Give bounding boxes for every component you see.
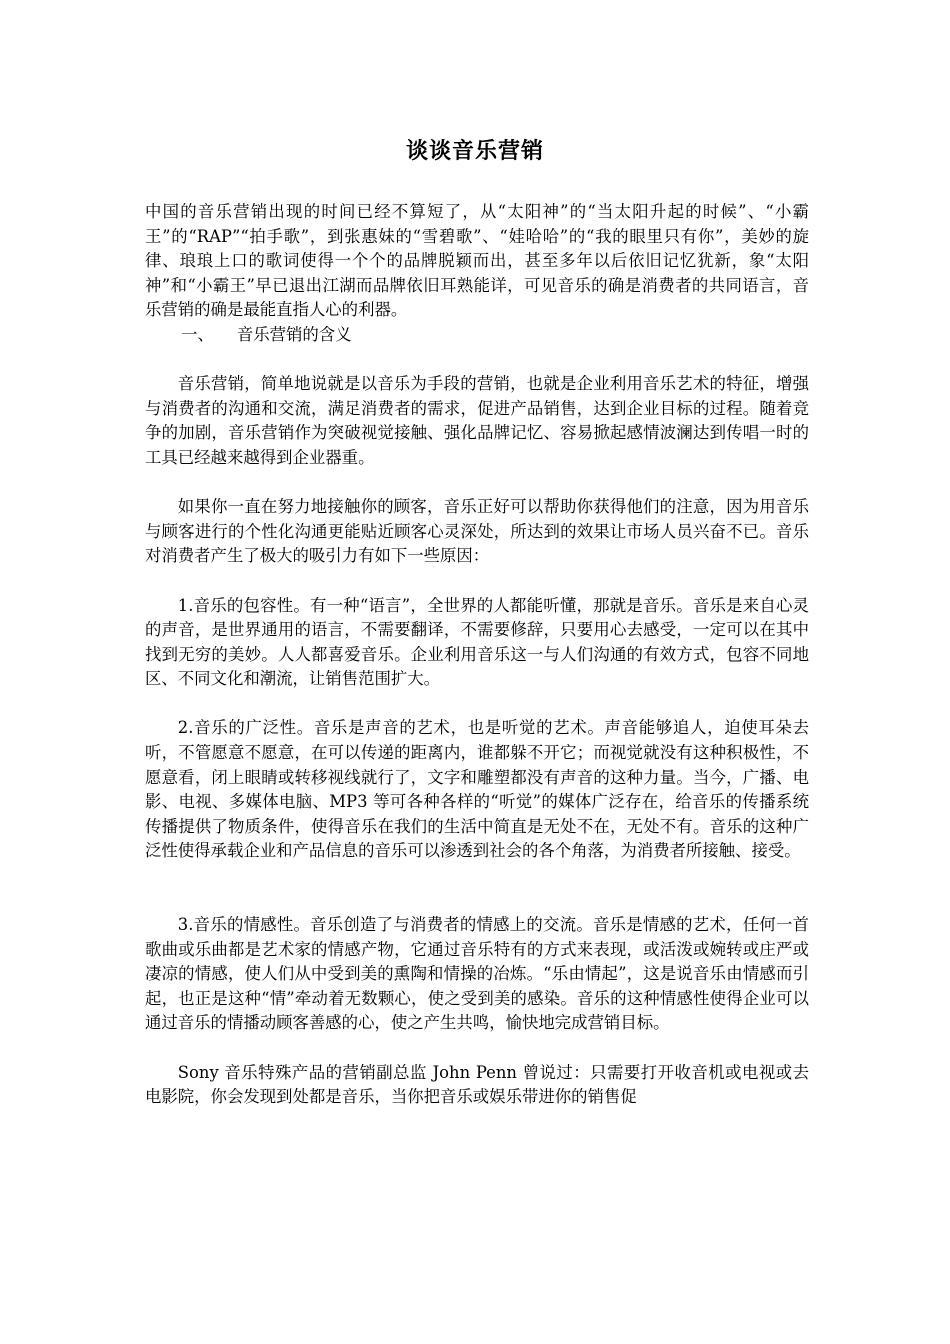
- section-title: 音乐营销的含义: [236, 324, 352, 344]
- point-emotion: 3.音乐的情感性。音乐创造了与消费者的情感上的交流。音乐是情感的艺术，任何一首歌曲或乐曲都是艺术家的情感产物，它通过音乐特有的方式来表现，或活泼或婉转或庄严或凄凉的情感，使人们从中受到美的熏陶和情操的冶炼。“乐由情起”，这是说音乐由情感而引起，也正是这种“情”牵动着无数颗心，使之受到美的感染。音乐的这种情感性使得企业可以通过音乐的情播动顾客善感的心，使之产生共鸣，愉快地完成营销目标。: [145, 915, 809, 1033]
- attention-paragraph: 如果你一直在努力地接触你的顾客，音乐正好可以帮助你获得他们的注意，因为用音乐与顾客进行的个性化沟通更能贴近顾客心灵深处，所达到的效果让市场人员兴奋不已。音乐对消费者产生了极大的吸引力有如下一些原因：: [145, 497, 809, 566]
- sony-paragraph: Sony 音乐特殊产品的营销副总监 John Penn 曾说过：只需要打开收音机或电视或去电影院，你会发现到处都是音乐，当你把音乐或娱乐带进你的销售促: [145, 1062, 809, 1107]
- paragraph-spacer: [145, 1036, 809, 1061]
- section-number: 一、: [181, 324, 214, 344]
- intro-paragraph: 中国的音乐营销出现的时间已经不算短了，从“太阳神”的“当太阳升起的时候”、“小霸王”的“RAP”“拍手歌”，到张惠妹的“雪碧歌”、“娃哈哈”的“我的眼里只有你”，美妙的旋律、琅琅上口的歌词使得一个个的品牌脱颖而出，甚至多年以后依旧记忆犹新，象“太阳神”和“小霸王”早已退出江湖而品牌依旧耳熟能详，可见音乐的确是消费者的共同语言，音乐营销的确是最能直指人心的利器。: [145, 202, 809, 320]
- paragraph-spacer: [145, 692, 809, 717]
- paragraph-spacer: [145, 471, 809, 496]
- point-universality: 2.音乐的广泛性。音乐是声音的艺术，也是听觉的艺术。声音能够追人，迫使耳朵去听，不管愿意不愿意，在可以传递的距离内，谁都躲不开它；而视觉就没有这种积极性，不愿意看，闭上眼睛或转移视线就行了，文字和雕塑都没有声音的这种力量。当今，广播、电影、电视、多媒体电脑、MP3 等可各种各样的“听觉”的媒体广泛存在，给音乐的传播系统传播提供了物质条件，使得音乐在我们的生活中简直是无处不在，无处不有。音乐的这种广泛性使得承载企业和产品信息的音乐可以渗透到社会的各个角落，为消费者所接触、接受。: [145, 718, 809, 861]
- point-inclusiveness: 1.音乐的包容性。有一种“语言”，全世界的人都能听懂，那就是音乐。音乐是来自心灵的声音，是世界通用的语言，不需要翻译，不需要修辞，只要用心去感受，一定可以在其中找到无穷的美妙。人人都喜爱音乐。企业利用音乐这一与人们沟通的有效方式，包容不同地区、不同文化和潮流，让销售范围扩大。: [145, 595, 809, 689]
- document-title: 谈谈音乐营销: [405, 138, 544, 164]
- definition-paragraph: 音乐营销，简单地说就是以音乐为手段的营销，也就是企业利用音乐艺术的特征，增强与消费者的沟通和交流，满足消费者的需求，促进产品销售，达到企业目标的过程。随着竞争的加剧，音乐营销作为突破视觉接触、强化品牌记忆、容易掀起感情波澜达到传唱一时的工具已经越来越得到企业器重。: [145, 374, 809, 467]
- paragraph-spacer: [145, 348, 809, 373]
- paragraph-spacer: [145, 569, 809, 594]
- section-heading: [145, 323, 809, 348]
- paragraph-spacer: [145, 864, 809, 913]
- document-body: [145, 200, 809, 1110]
